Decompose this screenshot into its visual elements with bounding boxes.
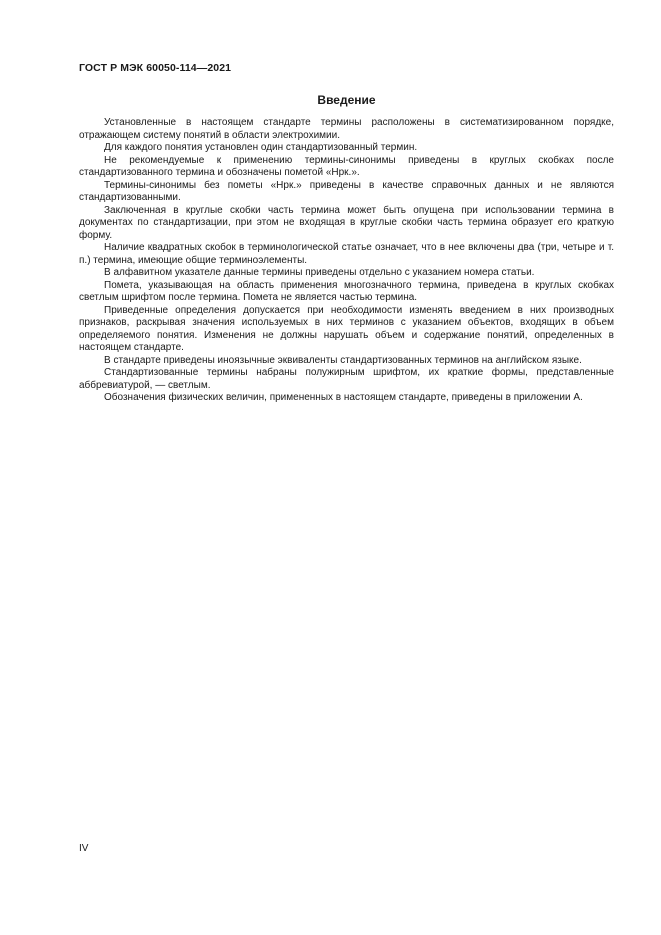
paragraph: Термины-синонимы без пометы «Нрк.» приведены в качестве справочных данных и не являются стандартизованными. xyxy=(79,179,614,203)
paragraph: В стандарте приведены иноязычные эквиваленты стандартизованных терминов на английском языке. xyxy=(104,354,582,366)
standard-code: ГОСТ Р МЭК 60050-114—2021 xyxy=(79,62,232,74)
paragraph: Установленные в настоящем стандарте термины расположены в систематизированном порядке, отражающем систему понятий в области электрохимии. xyxy=(79,117,614,141)
paragraph: Не рекомендуемые к применению термины-синонимы приведены в круглых скобках после стандартизованного термина и обозначены пометой «Нрк.». xyxy=(79,154,614,178)
paragraph: Стандартизованные термины набраны полужирным шрифтом, их краткие формы, представленные аббревиатурой, — светлым. xyxy=(79,367,614,391)
section-title: Введение xyxy=(317,93,376,107)
paragraph: Наличие квадратных скобок в терминологической статье означает, что в нее включены два (три, четыре и т. п.) термина, имеющие общие терминоэлементы. xyxy=(79,242,614,266)
paragraph: В алфавитном указателе данные термины приведены отдельно с указанием номера статьи. xyxy=(104,267,535,278)
page-number: IV xyxy=(79,843,89,854)
paragraph: Приведенные определения допускается при необходимости изменять введением в них производных признаков, раскрывая значения используемых в них терминов с указанием объектов, входящих в объем определяемого понятия. Изменения не должны нарушать объем и содержание понятий, определенных в настоящем стандарте. xyxy=(79,304,614,353)
introduction-body xyxy=(79,117,614,405)
paragraph: Помета, указывающая на область применения многозначного термина, приведена в круглых скобках светлым шрифтом после термина. Помета не является частью термина. xyxy=(79,279,614,303)
paragraph: Обозначения физических величин, примененных в настоящем стандарте, приведены в приложении А. xyxy=(104,392,583,403)
paragraph: Для каждого понятия установлен один стандартизованный термин. xyxy=(104,142,418,153)
paragraph: Заключенная в круглые скобки часть термина может быть опущена при использовании термина в документах по стандартизации, при этом не входящая в круглые скобки часть термина образует его краткую форму. xyxy=(79,204,614,241)
